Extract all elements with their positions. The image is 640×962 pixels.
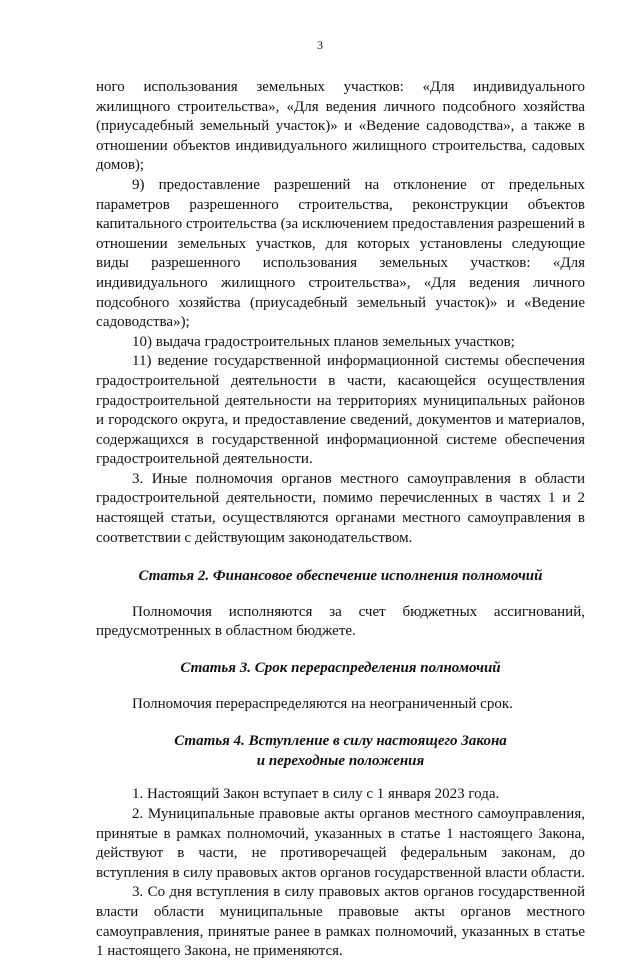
- article-2-heading: Статья 2. Финансовое обеспечение исполнения полномочий: [138, 568, 543, 585]
- paragraph-item-9: 9) предоставление разрешений на отклонение от предельных параметров разрешенного строительства, реконструкции объектов капитального строительства (за исключением предоставления разрешений в отношении земельных участков, для которых установлены следующие виды разрешенного использования земельных участков: «Для индивидуального жилищного строительства», «Для ведения личного подсобного хозяйства (приусадебный земельный участок)» и «Ведение садоводства»);: [96, 176, 585, 331]
- document-body: [96, 78, 585, 962]
- article-4-heading-line-2: и переходные положения: [256, 752, 425, 769]
- article-2-text: Полномочия исполняются за счет бюджетных ассигнований, предусмотренных в областном бюджете.: [96, 603, 585, 640]
- article-4-paragraph-3: 3. Со дня вступления в силу правовых актов органов государственной власти области муниципальные правовые акты органов местного самоуправления, принятые ранее в рамках полномочий, указанных в статье 1 настоящего Закона, не применяются.: [96, 884, 585, 960]
- article-4-heading-line-1: Статья 4. Вступление в силу настоящего Закона: [174, 733, 507, 750]
- article-4-heading: [96, 732, 585, 771]
- paragraph-continuation: ного использования земельных участков: «Для индивидуального жилищного строительства», «Для ведения личного подсобного хозяйства (приусадебный земельный участок)» и «Ведение садоводства», а также в отношении объектов индивидуального жилищного строительства, садовых домов);: [96, 79, 585, 174]
- article-3-text: Полномочия перераспределяются на неограниченный срок.: [132, 695, 513, 712]
- article-3-heading: Статья 3. Срок перераспределения полномочий: [180, 660, 501, 677]
- paragraph-part-3: 3. Иные полномочия органов местного самоуправления в области градостроительной деятельности, помимо перечисленных в частях 1 и 2 настоящей статьи, осуществляются органами местного самоуправления в соответствии с действующим законодательством.: [96, 470, 585, 546]
- page-number: 3: [317, 38, 323, 52]
- paragraph-item-11: 11) ведение государственной информационной системы обеспечения градостроительной деятельности в части, касающейся осуществления градостроительной деятельности на территориях муниципальных районов и городского округа, и предоставление сведений, документов и материалов, содержащихся в государственной информационной системе обеспечения градостроительной деятельности.: [96, 353, 585, 468]
- paragraph-item-10: 10) выдача градостроительных планов земельных участков;: [132, 333, 515, 350]
- article-4-paragraph-1: 1. Настоящий Закон вступает в силу с 1 января 2023 года.: [132, 786, 500, 803]
- article-4-paragraph-2: 2. Муниципальные правовые акты органов местного самоуправления, принятые в рамках полномочий, указанных в статье 1 настоящего Закона, действуют в части, не противоречащей федеральным законам, до вступления в силу правовых актов органов государственной власти области.: [96, 806, 585, 881]
